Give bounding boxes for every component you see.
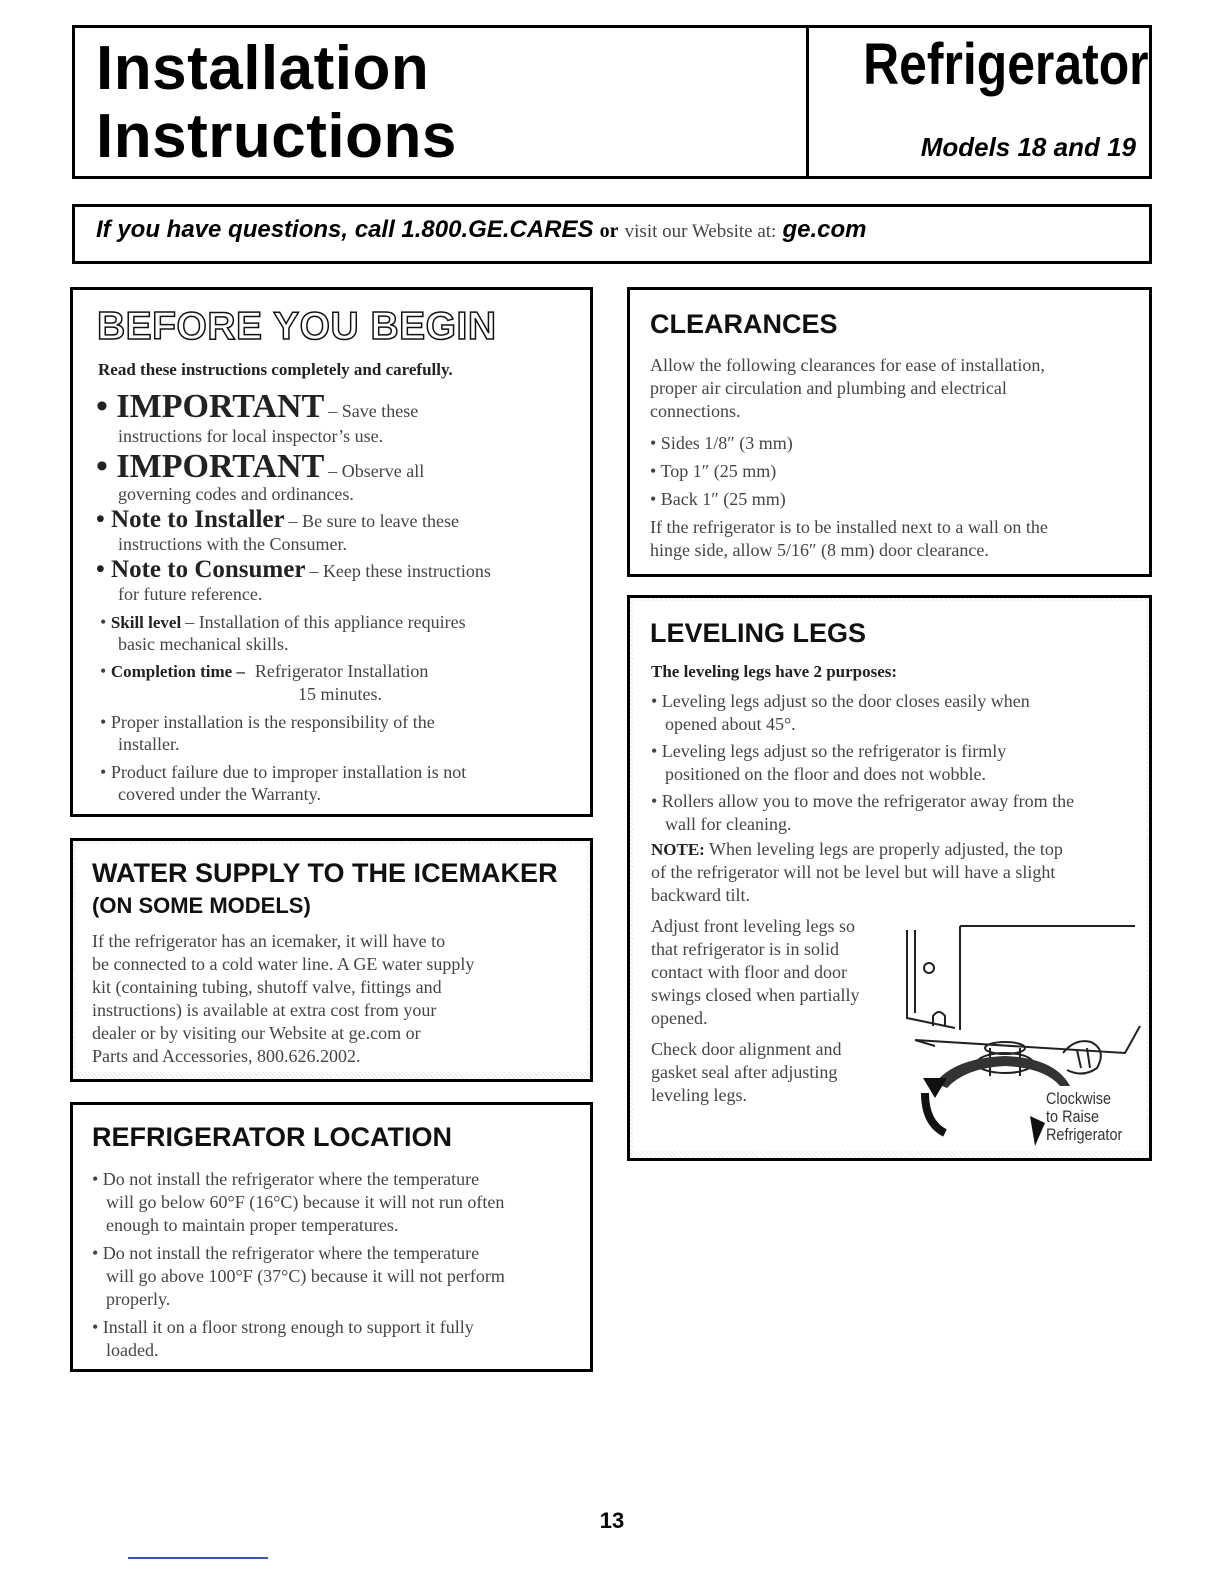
contact-or: or — [599, 220, 619, 242]
important-1: • IMPORTANT – Save these — [96, 388, 419, 425]
proper-installation-cont: installer. — [118, 734, 180, 754]
completion-time-cont: 15 minutes. — [298, 684, 382, 704]
product-title: Refrigerator — [863, 32, 1149, 97]
models-label: Models 18 and 19 — [920, 132, 1136, 162]
before-you-begin-subtitle: Read these instructions completely and carefully. — [98, 360, 453, 379]
important-2-cont: governing codes and ordinances. — [118, 484, 354, 504]
important-2: • IMPORTANT – Observe all — [96, 448, 425, 485]
website-link[interactable]: ge.com — [782, 216, 867, 243]
clearances-text: Allow the following clearances for ease of installation, proper air circulation and plumbing and electrical connections. • Sides 1/8″ (3 mm) • Top 1″ (25 mm) • Back 1″ (25 mm) If the refrigerator is to be installed next to a wall on the hinge side, allow 5/16″ (8 mm) door clearance. — [650, 355, 1048, 560]
contact-line — [96, 216, 866, 244]
location-text: • Do not install the refrigerator where the temperature will go below 60°F (16°C) because it will not run often enough to maintain proper temperatures. • Do not install the refrigerator where the temperature will go above 100°F (37°C) because it will not perform properly. • Install it on a floor strong enough to support it fully loaded. — [92, 1169, 505, 1360]
contact-question: If you have questions, call 1.800.GE.CARES — [96, 216, 594, 243]
note-to-consumer-cont: for future reference. — [118, 584, 263, 604]
title-line-1: Installation — [96, 34, 430, 103]
product-failure-cont: covered under the Warranty. — [118, 784, 321, 804]
product-failure: • Product failure due to improper installation is not — [100, 762, 467, 782]
proper-installation: • Proper installation is the responsibility of the — [100, 712, 435, 732]
contact-visit: visit our Website at: — [624, 221, 777, 242]
clearances-title: CLEARANCES — [650, 309, 838, 339]
location-title: REFRIGERATOR LOCATION — [92, 1122, 452, 1152]
leveling-text: • Leveling legs adjust so the door closes easily when opened about 45°. • Leveling legs adjust so the refrigerator is firmly positioned on the floor and does not wobble. • Rollers allow you to move the refrigerator away from the wall for cleaning. NOTE: When leveling legs are properly adjusted, the top of the refrigerator will not be level but will have a slight backward tilt. Adjust front leveling legs so that refrigerator is in solid contact with floor and door swings closed when partially opened. Check door alignment and gasket seal after adjusting leveling legs. — [651, 691, 1075, 1105]
leveling-legs-title: LEVELING LEGS — [650, 618, 867, 648]
skill-level-cont: basic mechanical skills. — [118, 634, 289, 654]
page-number: 13 — [599, 1508, 625, 1533]
important-1-cont: instructions for local inspector’s use. — [118, 426, 384, 446]
note-to-consumer: • Note to Consumer – Keep these instructions — [96, 556, 491, 583]
completion-time: • Completion time – Refrigerator Installation — [100, 661, 429, 681]
note-to-installer-cont: instructions with the Consumer. — [118, 534, 347, 554]
skill-level: • Skill level – Installation of this appliance requires — [100, 612, 466, 632]
water-supply-title: WATER SUPPLY TO THE ICEMAKER — [92, 858, 558, 888]
leveling-purpose: The leveling legs have 2 purposes: — [651, 662, 898, 681]
footer-rule — [128, 1557, 268, 1559]
water-supply-subtitle: (ON SOME MODELS) — [92, 893, 311, 918]
diagram-caption: Clockwise to Raise Refrigerator — [1046, 1089, 1123, 1144]
header-divider — [806, 25, 809, 179]
water-supply-text: If the refrigerator has an icemaker, it will have to be connected to a cold water line. A GE water supply kit (containing tubing, shutoff valve, fittings and instructions) is available at extra cost from your dealer or by visiting our Website at ge.com or Parts and Accessories, 800.626.2002. — [92, 931, 475, 1066]
title-line-2: Instructions — [96, 102, 457, 171]
before-you-begin-title: BEFORE YOU BEGIN — [97, 305, 497, 348]
note-to-installer: • Note to Installer – Be sure to leave these — [96, 506, 460, 533]
